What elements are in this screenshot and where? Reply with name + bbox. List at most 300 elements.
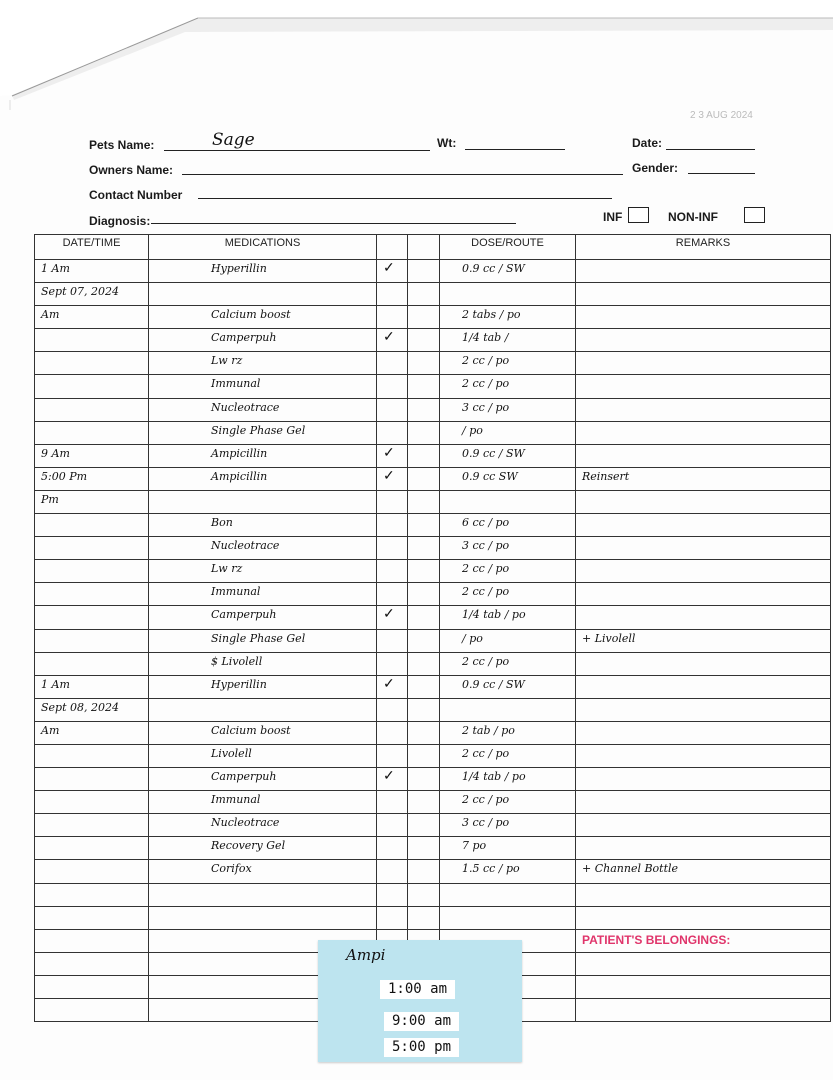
dose-cell (440, 306, 576, 329)
sticky-note-time-2: 9:00 am (384, 1012, 459, 1031)
remarks-cell (576, 467, 831, 490)
blank-cell (408, 444, 440, 467)
sticky-note (318, 940, 522, 1062)
medication-text: Hyperillin (211, 677, 267, 691)
remarks-cell (576, 675, 831, 698)
table-row (35, 260, 831, 283)
remarks-cell (576, 837, 831, 860)
medication-text: Recovery Gel (211, 839, 286, 853)
check-cell (377, 490, 408, 513)
medication-cell (149, 306, 377, 329)
check-cell (377, 283, 408, 306)
date-text: Sept 08, 2024 (41, 700, 119, 714)
date-cell (35, 721, 149, 744)
table-row (35, 906, 831, 929)
date-text: Am (41, 723, 60, 737)
date-text: Pm (41, 492, 59, 506)
table-row (35, 329, 831, 352)
date-cell (35, 975, 149, 998)
date-cell (35, 606, 149, 629)
date-cell (35, 768, 149, 791)
blank-cell (408, 329, 440, 352)
date-line (666, 149, 755, 150)
dose-text: 0.9 cc / SW (462, 446, 525, 460)
contact-label: Contact Number (89, 188, 183, 202)
blank-cell (408, 514, 440, 537)
blank-cell (408, 814, 440, 837)
blank-cell (408, 260, 440, 283)
medication-cell (149, 860, 377, 883)
date-cell (35, 283, 149, 306)
weight-line (465, 149, 565, 150)
dose-text: 7 po (462, 839, 487, 853)
check-cell (377, 306, 408, 329)
table-row (35, 629, 831, 652)
sticky-note-time-3: 5:00 pm (384, 1038, 459, 1057)
medication-cell (149, 490, 377, 513)
blank-cell (408, 467, 440, 490)
dose-cell (440, 814, 576, 837)
dose-text: 0.9 cc / SW (462, 262, 525, 275)
table-row (35, 560, 831, 583)
sticky-note-title: Ampi (346, 946, 386, 964)
col-header-medications: MEDICATIONS (149, 235, 377, 260)
date-cell (35, 444, 149, 467)
check-cell (377, 606, 408, 629)
received-stamp: 2 3 AUG 2024 (690, 110, 753, 121)
date-cell (35, 675, 149, 698)
remarks-cell (576, 583, 831, 606)
check-cell (377, 352, 408, 375)
check-cell (377, 329, 408, 352)
date-cell (35, 537, 149, 560)
remarks-cell (576, 791, 831, 814)
medication-text: Hyperillin (211, 262, 267, 275)
dose-cell (440, 883, 576, 906)
medication-cell (149, 537, 377, 560)
contact-line (198, 198, 612, 199)
remarks-cell (576, 444, 831, 467)
dose-cell (440, 744, 576, 767)
blank-cell (408, 283, 440, 306)
date-cell (35, 698, 149, 721)
check-cell (377, 514, 408, 537)
check-cell (377, 675, 408, 698)
medication-log-table (34, 234, 831, 1022)
remarks-cell (576, 999, 831, 1022)
col-header-remarks: REMARKS (576, 235, 831, 260)
blank-cell (408, 398, 440, 421)
remarks-cell (576, 768, 831, 791)
dose-cell (440, 260, 576, 283)
medication-text: Livolell (211, 746, 252, 760)
table-row (35, 583, 831, 606)
blank-cell (408, 837, 440, 860)
dose-cell (440, 791, 576, 814)
medication-text: Camperpuh (211, 770, 277, 784)
check-cell (377, 883, 408, 906)
medication-text: Calcium boost (211, 308, 291, 322)
medication-text: Corifox (211, 862, 252, 876)
remarks-text: Reinsert (582, 469, 630, 483)
check-text: ✓ (383, 329, 395, 346)
remarks-text: + Livolell (582, 631, 636, 645)
table-row (35, 444, 831, 467)
dose-cell (440, 467, 576, 490)
col-header-dose: DOSE/ROUTE (440, 235, 576, 260)
medication-text: Nucleotrace (211, 400, 280, 414)
patient-belongings-label: PATIENT'S BELONGINGS: (582, 933, 731, 947)
check-cell (377, 444, 408, 467)
remarks-cell (576, 490, 831, 513)
date-text: 1 Am (41, 262, 70, 275)
medication-cell (149, 444, 377, 467)
medication-cell (149, 329, 377, 352)
date-cell (35, 375, 149, 398)
medication-cell (149, 514, 377, 537)
dose-cell (440, 537, 576, 560)
medication-cell (149, 883, 377, 906)
check-cell (377, 744, 408, 767)
medication-text: Immunal (211, 793, 261, 807)
dose-text: 0.9 cc SW (462, 469, 518, 483)
dose-cell (440, 352, 576, 375)
medication-text: Single Phase Gel (211, 423, 306, 437)
remarks-cell (576, 721, 831, 744)
table-row (35, 698, 831, 721)
remarks-cell (576, 629, 831, 652)
dose-cell (440, 375, 576, 398)
sticky-note-time-1: 1:00 am (380, 980, 455, 999)
blank-cell (408, 675, 440, 698)
date-text: 1 Am (41, 677, 70, 691)
dose-cell (440, 721, 576, 744)
table-row (35, 744, 831, 767)
check-cell (377, 860, 408, 883)
remarks-cell (576, 906, 831, 929)
table-row (35, 467, 831, 490)
dose-cell (440, 398, 576, 421)
date-text: 5:00 Pm (41, 469, 88, 483)
medication-text: Camperpuh (211, 331, 277, 345)
date-cell (35, 560, 149, 583)
check-cell (377, 467, 408, 490)
noninf-checkbox[interactable] (744, 207, 765, 223)
medication-text: Lw rz (211, 354, 243, 368)
date-cell (35, 860, 149, 883)
dose-text: 6 cc / po (462, 516, 510, 530)
remarks-cell (576, 537, 831, 560)
dose-cell (440, 906, 576, 929)
date-cell (35, 352, 149, 375)
dose-text: 2 tab / po (462, 723, 515, 737)
medication-cell (149, 768, 377, 791)
col-header-blank (408, 235, 440, 260)
inf-checkbox[interactable] (628, 207, 649, 223)
date-cell (35, 999, 149, 1022)
table-row (35, 837, 831, 860)
dose-text: 2 cc / po (462, 793, 510, 807)
check-cell (377, 698, 408, 721)
dose-cell (440, 583, 576, 606)
table-row (35, 814, 831, 837)
medication-cell (149, 352, 377, 375)
medication-text: Ampicillin (211, 446, 268, 460)
dose-text: 2 cc / po (462, 654, 510, 668)
blank-cell (408, 421, 440, 444)
table-row (35, 283, 831, 306)
dose-cell (440, 675, 576, 698)
table-row (35, 514, 831, 537)
medication-cell (149, 606, 377, 629)
check-text: ✓ (383, 260, 395, 276)
check-text: ✓ (383, 768, 395, 785)
table-row (35, 768, 831, 791)
date-cell (35, 652, 149, 675)
blank-cell (408, 375, 440, 398)
check-text: ✓ (383, 675, 395, 692)
medication-cell (149, 837, 377, 860)
blank-cell (408, 698, 440, 721)
date-text: Sept 07, 2024 (41, 285, 119, 299)
medication-cell (149, 583, 377, 606)
medication-text: Nucleotrace (211, 539, 280, 553)
dose-cell (440, 768, 576, 791)
remarks-cell (576, 814, 831, 837)
date-cell (35, 929, 149, 952)
check-cell (377, 583, 408, 606)
date-cell (35, 952, 149, 975)
check-cell (377, 560, 408, 583)
remarks-cell (576, 860, 831, 883)
remarks-cell (576, 329, 831, 352)
medication-cell (149, 721, 377, 744)
remarks-cell (576, 952, 831, 975)
date-cell (35, 814, 149, 837)
diagnosis-label: Diagnosis: (89, 214, 151, 228)
table-row (35, 537, 831, 560)
dose-text: 2 cc / po (462, 562, 510, 576)
date-cell (35, 583, 149, 606)
col-header-date: DATE/TIME (35, 235, 149, 260)
blank-cell (408, 883, 440, 906)
date-cell (35, 490, 149, 513)
dose-cell (440, 490, 576, 513)
date-cell (35, 744, 149, 767)
gender-line (688, 173, 755, 174)
table-row (35, 606, 831, 629)
dose-cell (440, 560, 576, 583)
check-cell (377, 537, 408, 560)
dose-cell (440, 698, 576, 721)
medication-cell (149, 698, 377, 721)
dose-text: 1.5 cc / po (462, 862, 520, 876)
dose-text: 1/4 tab / (462, 331, 509, 345)
blank-cell (408, 352, 440, 375)
remarks-cell (576, 352, 831, 375)
check-cell (377, 398, 408, 421)
date-cell (35, 421, 149, 444)
diagnosis-line (151, 223, 516, 224)
table-row (35, 306, 831, 329)
medication-text: Immunal (211, 585, 261, 599)
check-cell (377, 791, 408, 814)
date-cell (35, 791, 149, 814)
check-cell (377, 837, 408, 860)
check-cell (377, 629, 408, 652)
dose-text: 2 cc / po (462, 746, 510, 760)
dose-cell (440, 837, 576, 860)
check-cell (377, 814, 408, 837)
blank-cell (408, 791, 440, 814)
date-cell (35, 398, 149, 421)
table-row (35, 375, 831, 398)
medication-text: Calcium boost (211, 723, 291, 737)
check-cell (377, 652, 408, 675)
remarks-cell (576, 375, 831, 398)
pets-name-value: Sage (212, 130, 255, 150)
table-row (35, 721, 831, 744)
date-label: Date: (632, 136, 663, 150)
blank-cell (408, 652, 440, 675)
medication-cell (149, 791, 377, 814)
check-cell (377, 906, 408, 929)
remarks-cell (576, 283, 831, 306)
medication-cell (149, 814, 377, 837)
blank-cell (408, 560, 440, 583)
check-text: ✓ (383, 444, 395, 461)
table-row (35, 675, 831, 698)
remarks-cell (576, 398, 831, 421)
gender-label: Gender: (632, 161, 679, 175)
blank-cell (408, 768, 440, 791)
check-text: ✓ (383, 467, 395, 484)
folded-corner (0, 0, 833, 110)
owners-name-line (182, 174, 623, 175)
date-cell (35, 329, 149, 352)
table-row (35, 421, 831, 444)
medication-cell (149, 421, 377, 444)
dose-cell (440, 444, 576, 467)
table-row (35, 860, 831, 883)
date-cell (35, 467, 149, 490)
remarks-cell (576, 744, 831, 767)
col-header-check (377, 235, 408, 260)
medication-cell (149, 906, 377, 929)
inf-label: INF (603, 210, 623, 224)
medication-text: Nucleotrace (211, 816, 280, 830)
date-cell (35, 306, 149, 329)
medication-cell (149, 283, 377, 306)
dose-text: 2 cc / po (462, 585, 510, 599)
blank-cell (408, 906, 440, 929)
table-row (35, 352, 831, 375)
dose-text: 1/4 tab / po (462, 608, 526, 622)
date-cell (35, 629, 149, 652)
date-text: 9 Am (41, 446, 70, 460)
medication-cell (149, 675, 377, 698)
check-cell (377, 375, 408, 398)
medication-text: Lw rz (211, 562, 243, 576)
medication-text: $ Livolell (211, 654, 263, 668)
check-cell (377, 260, 408, 283)
remarks-cell (576, 652, 831, 675)
medication-text: Ampicillin (211, 469, 268, 483)
dose-cell (440, 652, 576, 675)
dose-cell (440, 514, 576, 537)
dose-cell (440, 860, 576, 883)
noninf-label: NON-INF (668, 210, 718, 224)
dose-text: / po (462, 423, 483, 437)
medication-cell (149, 629, 377, 652)
weight-label: Wt: (437, 136, 457, 150)
blank-cell (408, 744, 440, 767)
table-row (35, 490, 831, 513)
date-text: Am (41, 308, 60, 322)
dose-cell (440, 629, 576, 652)
date-cell (35, 883, 149, 906)
dose-text: / po (462, 631, 483, 645)
date-cell (35, 906, 149, 929)
table-header-row (35, 235, 831, 260)
dose-text: 2 cc / po (462, 354, 510, 368)
dose-cell (440, 606, 576, 629)
blank-cell (408, 860, 440, 883)
pets-name-label: Pets Name: (89, 138, 155, 152)
dose-text: 3 cc / po (462, 539, 510, 553)
check-text: ✓ (383, 606, 395, 623)
medication-cell (149, 375, 377, 398)
medication-text: Single Phase Gel (211, 631, 306, 645)
check-cell (377, 721, 408, 744)
table-row (35, 791, 831, 814)
blank-cell (408, 490, 440, 513)
date-cell (35, 260, 149, 283)
dose-text: 3 cc / po (462, 816, 510, 830)
blank-cell (408, 537, 440, 560)
blank-cell (408, 306, 440, 329)
medication-cell (149, 652, 377, 675)
remarks-cell (576, 306, 831, 329)
medication-cell (149, 398, 377, 421)
remarks-cell (576, 560, 831, 583)
dose-text: 2 cc / po (462, 377, 510, 391)
dose-text: 2 tabs / po (462, 308, 521, 322)
pets-name-line (164, 150, 430, 151)
remarks-cell (576, 698, 831, 721)
medication-cell (149, 744, 377, 767)
medication-text: Camperpuh (211, 608, 277, 622)
medication-text: Immunal (211, 377, 261, 391)
table-row (35, 398, 831, 421)
medication-cell (149, 260, 377, 283)
remarks-cell (576, 421, 831, 444)
check-cell (377, 421, 408, 444)
date-cell (35, 514, 149, 537)
medication-text: Bon (211, 516, 233, 530)
date-cell (35, 837, 149, 860)
remarks-cell (576, 975, 831, 998)
table-row (35, 652, 831, 675)
dose-text: 1/4 tab / po (462, 770, 526, 784)
dose-cell (440, 283, 576, 306)
medication-cell (149, 467, 377, 490)
remarks-cell (576, 260, 831, 283)
remarks-cell (576, 606, 831, 629)
blank-cell (408, 721, 440, 744)
remarks-text: + Channel Bottle (582, 862, 679, 876)
medication-cell (149, 560, 377, 583)
